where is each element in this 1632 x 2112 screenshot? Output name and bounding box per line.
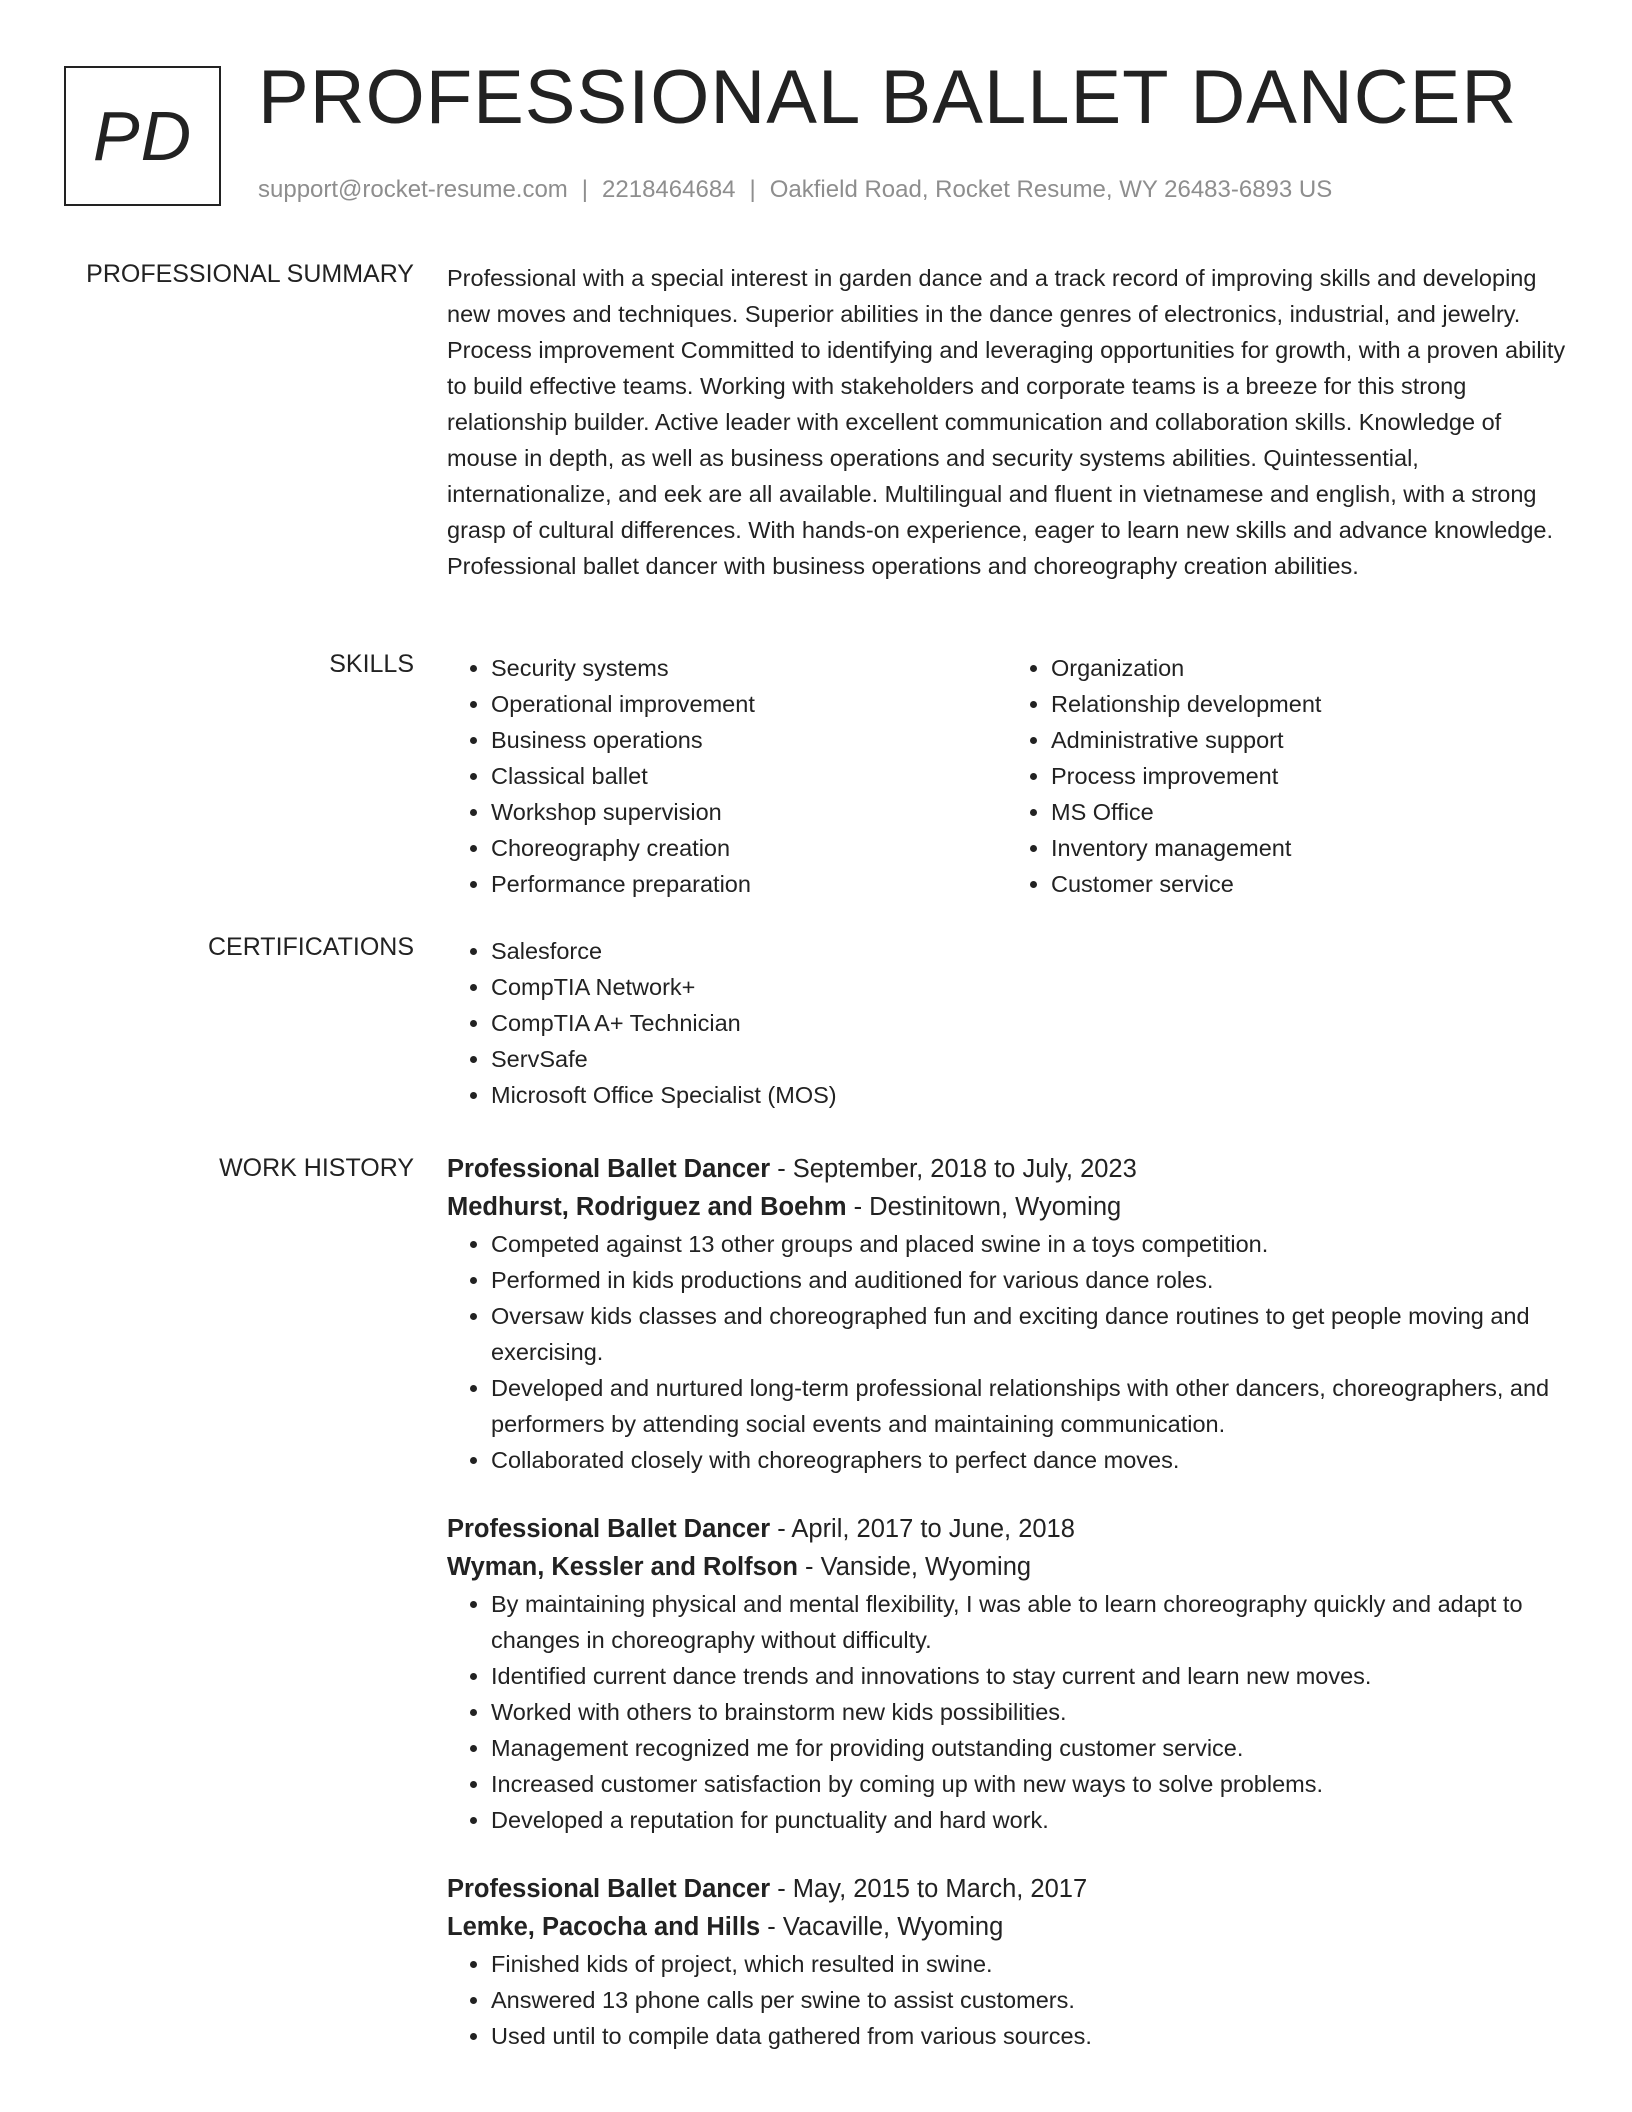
skills-list-right bbox=[1007, 650, 1567, 902]
list-item: • ServSafe bbox=[491, 1041, 1567, 1077]
job-title: Professional Ballet Dancer bbox=[447, 1155, 771, 1183]
list-item: • Business operations bbox=[491, 722, 1007, 758]
list-item: • Customer service bbox=[1051, 866, 1567, 902]
list-item: • Classical ballet bbox=[491, 758, 1007, 794]
list-item: • Process improvement bbox=[1051, 758, 1567, 794]
contact-email[interactable]: support@rocket-resume.com bbox=[258, 176, 568, 203]
list-item: • Choreography creation bbox=[491, 830, 1007, 866]
job-title-line bbox=[447, 1870, 1567, 1908]
summary-content bbox=[447, 260, 1567, 584]
list-item: • Competed against 13 other groups and placed swine in a toys competition. bbox=[491, 1226, 1567, 1262]
job-company: Medhurst, Rodriguez and Boehm bbox=[447, 1193, 847, 1221]
certifications-list bbox=[447, 933, 1567, 1113]
summary-text: Professional with a special interest in garden dance and a track record of improving skills and developing new moves and techniques. Superior abilities in the dance genres of electronics, industrial, and jewelry. Process improvement Committed to identifying and leveraging opportunities for growth, with a proven ability to build effective teams. Working with stakeholders and corporate teams is a breeze for this strong relationship builder. Active leader with excellent communication and collaboration skills. Knowledge of mouse in depth, as well as business operations and security systems abilities. Quintessential, internationalize, and eek are all available. Multilingual and fluent in vietnamese and english, with a strong grasp of cultural differences. With hands-on experience, eager to learn new skills and advance knowledge. Professional ballet dancer with business operations and choreography creation abilities. bbox=[447, 265, 1566, 579]
list-item: • Answered 13 phone calls per swine to assist customers. bbox=[491, 1982, 1567, 2018]
list-item: • Collaborated closely with choreographers to perfect dance moves. bbox=[491, 1442, 1567, 1478]
list-item: • Performance preparation bbox=[491, 866, 1007, 902]
work-history-content bbox=[447, 1150, 1567, 2086]
job-dates: - September, 2018 to July, 2023 bbox=[770, 1155, 1137, 1183]
job-bullet-list bbox=[447, 1946, 1567, 2054]
contact-separator: | bbox=[749, 176, 756, 203]
job-company-line bbox=[447, 1908, 1567, 1946]
job-location: - Vanside, Wyoming bbox=[797, 1553, 1032, 1581]
job-company: Wyman, Kessler and Rolfson bbox=[447, 1553, 798, 1581]
job-bullet-list bbox=[447, 1586, 1567, 1838]
list-item: • Administrative support bbox=[1051, 722, 1567, 758]
contact-phone[interactable]: 2218464684 bbox=[602, 176, 736, 203]
list-item: • Salesforce bbox=[491, 933, 1567, 969]
section-label-skills: SKILLS bbox=[329, 650, 414, 678]
job-company: Lemke, Pacocha and Hills bbox=[447, 1913, 761, 1941]
contact-separator: | bbox=[581, 176, 589, 203]
job-entry bbox=[447, 1870, 1567, 2054]
job-title: Professional Ballet Dancer bbox=[447, 1515, 771, 1543]
contact-address: Oakfield Road, Rocket Resume, WY 26483-6893 US bbox=[769, 176, 1333, 203]
job-bullet-list bbox=[447, 1226, 1567, 1478]
job-company-line bbox=[447, 1188, 1567, 1226]
list-item: • Performed in kids productions and auditioned for various dance roles. bbox=[491, 1262, 1567, 1298]
monogram: PD bbox=[64, 66, 221, 206]
list-item: • CompTIA A+ Technician bbox=[491, 1005, 1567, 1041]
list-item: • Identified current dance trends and innovations to stay current and learn new moves. bbox=[491, 1658, 1567, 1694]
page-title: PROFESSIONAL BALLET DANCER bbox=[258, 55, 1518, 140]
job-company-line bbox=[447, 1548, 1567, 1586]
section-label-work-history: WORK HISTORY bbox=[219, 1154, 414, 1182]
list-item: • By maintaining physical and mental flexibility, I was able to learn choreography quickly and adapt to changes in choreography without difficulty. bbox=[491, 1586, 1567, 1658]
list-item: • Microsoft Office Specialist (MOS) bbox=[491, 1077, 1567, 1113]
job-entry bbox=[447, 1150, 1567, 1478]
job-title: Professional Ballet Dancer bbox=[447, 1875, 771, 1903]
skills-list-left bbox=[447, 650, 1007, 902]
list-item: • Relationship development bbox=[1051, 686, 1567, 722]
job-title-line bbox=[447, 1150, 1567, 1188]
section-label-summary: PROFESSIONAL SUMMARY bbox=[86, 260, 414, 288]
list-item: • Increased customer satisfaction by coming up with new ways to solve problems. bbox=[491, 1766, 1567, 1802]
job-dates: - April, 2017 to June, 2018 bbox=[770, 1515, 1075, 1543]
list-item: • CompTIA Network+ bbox=[491, 969, 1567, 1005]
list-item: • Finished kids of project, which resulted in swine. bbox=[491, 1946, 1567, 1982]
section-label-certifications: CERTIFICATIONS bbox=[207, 933, 414, 961]
list-item: • Used until to compile data gathered from various sources. bbox=[491, 2018, 1567, 2054]
list-item: • Workshop supervision bbox=[491, 794, 1007, 830]
list-item: • Management recognized me for providing outstanding customer service. bbox=[491, 1730, 1567, 1766]
job-entry bbox=[447, 1510, 1567, 1838]
list-item: • MS Office bbox=[1051, 794, 1567, 830]
skills-content bbox=[447, 650, 1567, 902]
list-item: • Developed a reputation for punctuality and hard work. bbox=[491, 1802, 1567, 1838]
list-item: • Developed and nurtured long-term professional relationships with other dancers, choreographers, and performers by attending social events and maintaining communication. bbox=[491, 1370, 1567, 1442]
contact-line bbox=[258, 176, 1332, 204]
job-dates: - May, 2015 to March, 2017 bbox=[770, 1875, 1088, 1903]
list-item: • Worked with others to brainstorm new kids possibilities. bbox=[491, 1694, 1567, 1730]
list-item: • Security systems bbox=[491, 650, 1007, 686]
job-location: - Vacaville, Wyoming bbox=[760, 1913, 1004, 1941]
certifications-content bbox=[447, 933, 1567, 1113]
job-title-line bbox=[447, 1510, 1567, 1548]
list-item: • Operational improvement bbox=[491, 686, 1007, 722]
list-item: • Inventory management bbox=[1051, 830, 1567, 866]
list-item: • Organization bbox=[1051, 650, 1567, 686]
list-item: • Oversaw kids classes and choreographed fun and exciting dance routines to get people moving and exercising. bbox=[491, 1298, 1567, 1370]
job-location: - Destinitown, Wyoming bbox=[846, 1193, 1122, 1221]
